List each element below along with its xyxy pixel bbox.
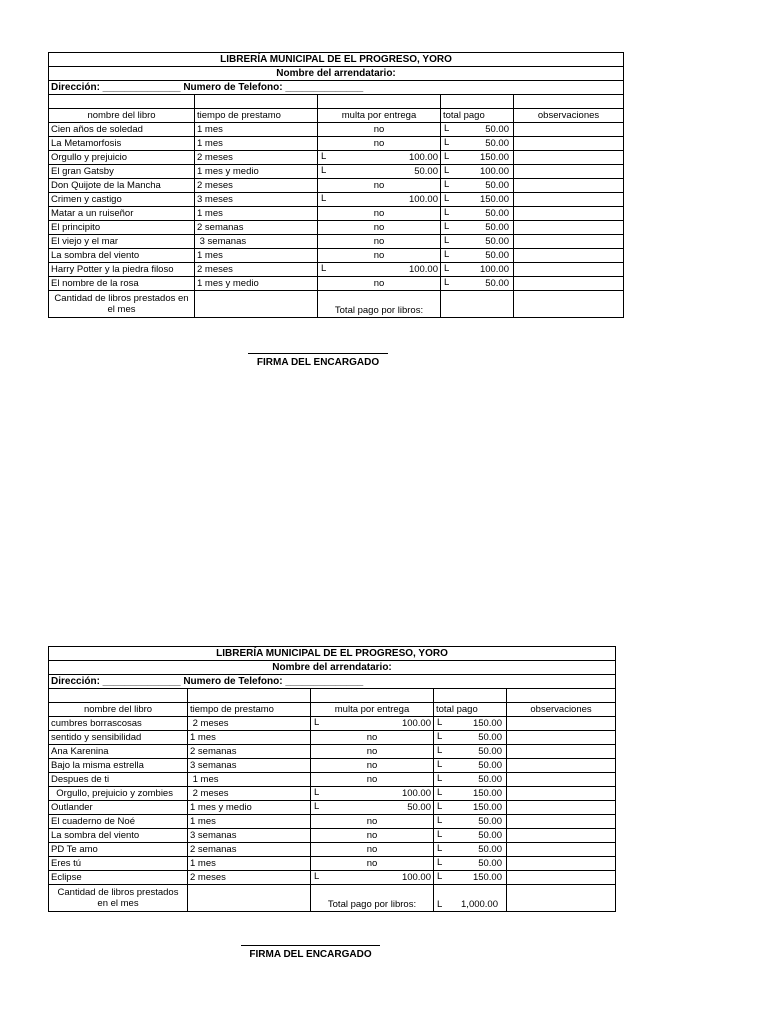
total-payment-cell: L 150.00 [434, 801, 507, 815]
total-payment-value: L 1,000.00 [434, 885, 507, 912]
book-name-cell: sentido y sensibilidad [49, 731, 188, 745]
header-row [49, 703, 616, 717]
book-name-cell: Orgullo, prejuicio y zombies [49, 787, 188, 801]
late-fine-cell: L 50.00 [311, 801, 434, 815]
total-payment-cell: L 150.00 [441, 151, 514, 165]
loan-time-cell: 1 mes y medio [188, 801, 311, 815]
loan-time-cell: 2 semanas [195, 221, 318, 235]
total-payment-cell: L 50.00 [434, 773, 507, 787]
signature-block-1 [248, 353, 388, 368]
header-book-name: nombre del libro [49, 703, 188, 717]
observations-cell [507, 871, 616, 885]
library-title: LIBRERÍA MUNICIPAL DE EL PROGRESO, YORO [49, 647, 616, 661]
total-payment-cell: L 50.00 [434, 843, 507, 857]
book-name-cell: Bajo la misma estrella [49, 759, 188, 773]
late-fine-cell: no [311, 731, 434, 745]
total-payment-cell: L 50.00 [441, 123, 514, 137]
blank-row [49, 689, 616, 703]
late-fine-cell: no [318, 179, 441, 193]
late-fine-cell: no [318, 123, 441, 137]
table-row [49, 717, 616, 731]
late-fine-cell: no [311, 773, 434, 787]
header-loan-time: tiempo de prestamo [195, 109, 318, 123]
table-row [49, 801, 616, 815]
table-row [49, 787, 616, 801]
total-payment-value [441, 291, 514, 318]
table-row [49, 829, 616, 843]
total-payment-cell: L 50.00 [434, 731, 507, 745]
observations-cell [507, 773, 616, 787]
late-fine-cell: no [318, 277, 441, 291]
blank-row [49, 95, 624, 109]
total-payment-label: Total pago por libros: [311, 885, 434, 912]
observations-cell [507, 717, 616, 731]
totals-row [49, 885, 616, 912]
table-row [49, 773, 616, 787]
total-payment-cell: L 50.00 [441, 221, 514, 235]
book-name-cell: La sombra del viento [49, 249, 195, 263]
book-name-cell: El nombre de la rosa [49, 277, 195, 291]
book-name-cell: Despues de ti [49, 773, 188, 787]
loan-time-cell: 2 meses [195, 179, 318, 193]
book-name-cell: Don Quijote de la Mancha [49, 179, 195, 193]
late-fine-cell: L 100.00 [311, 787, 434, 801]
observations-cell [507, 843, 616, 857]
late-fine-cell: L 100.00 [318, 193, 441, 207]
total-payment-cell: L 150.00 [434, 871, 507, 885]
book-name-cell: Ana Karenina [49, 745, 188, 759]
late-fine-cell: no [311, 857, 434, 871]
header-observations: observaciones [514, 109, 624, 123]
loan-time-cell: 1 mes [195, 207, 318, 221]
late-fine-cell: no [311, 815, 434, 829]
loan-time-cell: 1 mes [195, 137, 318, 151]
renter-name-label: Nombre del arrendatario: [49, 661, 616, 675]
loan-time-cell: 2 semanas [188, 843, 311, 857]
table-row [49, 745, 616, 759]
total-payment-cell: L 50.00 [434, 829, 507, 843]
observations-cell [507, 759, 616, 773]
book-name-cell: cumbres borrascosas [49, 717, 188, 731]
signature-label: FIRMA DEL ENCARGADO [256, 357, 380, 368]
observations-cell [507, 745, 616, 759]
table-row [49, 843, 616, 857]
book-name-cell: Harry Potter y la piedra filoso [49, 263, 195, 277]
late-fine-cell: L 100.00 [318, 263, 441, 277]
book-name-cell: La Metamorfosis [49, 137, 195, 151]
observations-cell [514, 123, 624, 137]
late-fine-cell: no [311, 843, 434, 857]
signature-label: FIRMA DEL ENCARGADO [249, 949, 372, 960]
books-loaned-count-value [195, 291, 318, 318]
total-payment-cell: L 150.00 [434, 787, 507, 801]
total-payment-cell: L 50.00 [434, 745, 507, 759]
total-payment-cell: L 50.00 [441, 277, 514, 291]
loan-time-cell: 3 semanas [188, 759, 311, 773]
loan-time-cell: 2 meses [195, 151, 318, 165]
observations-cell [514, 249, 624, 263]
address-phone-line: Dirección: ______________ Numero de Telefono: ______________ [49, 675, 616, 689]
loan-time-cell: 1 mes [195, 249, 318, 263]
table-row [49, 857, 616, 871]
total-payment-cell: L 150.00 [441, 193, 514, 207]
observations-cell [514, 151, 624, 165]
header-late-fine: multa por entrega [311, 703, 434, 717]
book-name-cell: Orgullo y prejuicio [49, 151, 195, 165]
loan-time-cell: 2 semanas [188, 745, 311, 759]
table-row [49, 221, 624, 235]
total-payment-cell: L 50.00 [441, 137, 514, 151]
late-fine-cell: no [318, 221, 441, 235]
loan-time-cell: 1 mes [188, 857, 311, 871]
loan-time-cell: 1 mes y medio [195, 277, 318, 291]
late-fine-cell: L 100.00 [318, 151, 441, 165]
total-payment-cell: L 100.00 [441, 165, 514, 179]
book-name-cell: Eclipse [49, 871, 188, 885]
book-name-cell: El viejo y el mar [49, 235, 195, 249]
total-payment-cell: L 50.00 [441, 249, 514, 263]
signature-line [248, 353, 388, 354]
observations-cell [507, 857, 616, 871]
header-row [49, 109, 624, 123]
late-fine-cell: no [311, 829, 434, 843]
total-observations [507, 885, 616, 912]
loan-time-cell: 1 mes [188, 773, 311, 787]
loan-time-cell: 2 meses [188, 871, 311, 885]
late-fine-cell: L 100.00 [311, 871, 434, 885]
header-total-payment: total pago [441, 109, 514, 123]
late-fine-cell: no [311, 745, 434, 759]
total-payment-cell: L 100.00 [441, 263, 514, 277]
total-payment-cell: L 50.00 [434, 857, 507, 871]
book-name-cell: Outlander [49, 801, 188, 815]
header-loan-time: tiempo de prestamo [188, 703, 311, 717]
books-loaned-count-label: Cantidad de libros prestados en el mes [49, 885, 188, 912]
observations-cell [514, 207, 624, 221]
books-loaned-count-label: Cantidad de libros prestados en el mes [49, 291, 195, 318]
loan-time-cell: 2 meses [188, 717, 311, 731]
header-observations: observaciones [507, 703, 616, 717]
total-payment-cell: L 50.00 [441, 207, 514, 221]
late-fine-cell: no [318, 235, 441, 249]
books-loaned-count-value [188, 885, 311, 912]
table-row [49, 137, 624, 151]
header-total-payment: total pago [434, 703, 507, 717]
book-name-cell: El principito [49, 221, 195, 235]
header-book-name: nombre del libro [49, 109, 195, 123]
loan-time-cell: 3 semanas [195, 235, 318, 249]
table-row [49, 871, 616, 885]
late-fine-cell: no [318, 207, 441, 221]
table-row [49, 249, 624, 263]
loan-time-cell: 3 meses [195, 193, 318, 207]
observations-cell [514, 165, 624, 179]
address-phone-line: Dirección: ______________ Numero de Telefono: ______________ [49, 81, 624, 95]
late-fine-cell: L 100.00 [311, 717, 434, 731]
loan-time-cell: 1 mes y medio [195, 165, 318, 179]
book-name-cell: Matar a un ruiseñor [49, 207, 195, 221]
loan-time-cell: 1 mes [188, 731, 311, 745]
table-row [49, 235, 624, 249]
book-name-cell: Crimen y castigo [49, 193, 195, 207]
table-row [49, 759, 616, 773]
observations-cell [514, 179, 624, 193]
table-row [49, 815, 616, 829]
signature-block-2 [241, 945, 380, 960]
loan-table-1 [48, 52, 624, 318]
loan-table-2 [48, 646, 616, 912]
book-name-cell: La sombra del viento [49, 829, 188, 843]
loan-time-cell: 2 meses [195, 263, 318, 277]
observations-cell [514, 263, 624, 277]
library-title: LIBRERÍA MUNICIPAL DE EL PROGRESO, YORO [49, 53, 624, 67]
total-payment-cell: L 50.00 [434, 815, 507, 829]
table-row [49, 151, 624, 165]
book-name-cell: El gran Gatsby [49, 165, 195, 179]
loan-time-cell: 1 mes [188, 815, 311, 829]
observations-cell [507, 815, 616, 829]
loan-time-cell: 1 mes [195, 123, 318, 137]
loan-time-cell: 3 semanas [188, 829, 311, 843]
late-fine-cell: no [318, 249, 441, 263]
late-fine-cell: no [318, 137, 441, 151]
table-row [49, 277, 624, 291]
header-late-fine: multa por entrega [318, 109, 441, 123]
loan-sheet-2 [48, 646, 616, 912]
observations-cell [514, 235, 624, 249]
table-row [49, 123, 624, 137]
observations-cell [514, 193, 624, 207]
observations-cell [514, 277, 624, 291]
signature-line [241, 945, 380, 946]
total-payment-cell: L 50.00 [441, 235, 514, 249]
book-name-cell: Cien años de soledad [49, 123, 195, 137]
table-row [49, 731, 616, 745]
observations-cell [507, 787, 616, 801]
table-row [49, 263, 624, 277]
total-payment-cell: L 50.00 [441, 179, 514, 193]
totals-row [49, 291, 624, 318]
observations-cell [507, 801, 616, 815]
book-name-cell: El cuaderno de Noé [49, 815, 188, 829]
late-fine-cell: no [311, 759, 434, 773]
table-row [49, 207, 624, 221]
observations-cell [514, 221, 624, 235]
total-payment-label: Total pago por libros: [318, 291, 441, 318]
observations-cell [507, 731, 616, 745]
total-payment-cell: L 150.00 [434, 717, 507, 731]
table-row [49, 165, 624, 179]
book-name-cell: Eres tú [49, 857, 188, 871]
total-payment-cell: L 50.00 [434, 759, 507, 773]
loan-sheet-1 [48, 52, 624, 318]
observations-cell [507, 829, 616, 843]
renter-name-label: Nombre del arrendatario: [49, 67, 624, 81]
loan-time-cell: 2 meses [188, 787, 311, 801]
total-observations [514, 291, 624, 318]
late-fine-cell: L 50.00 [318, 165, 441, 179]
table-row [49, 179, 624, 193]
book-name-cell: PD Te amo [49, 843, 188, 857]
table-row [49, 193, 624, 207]
observations-cell [514, 137, 624, 151]
